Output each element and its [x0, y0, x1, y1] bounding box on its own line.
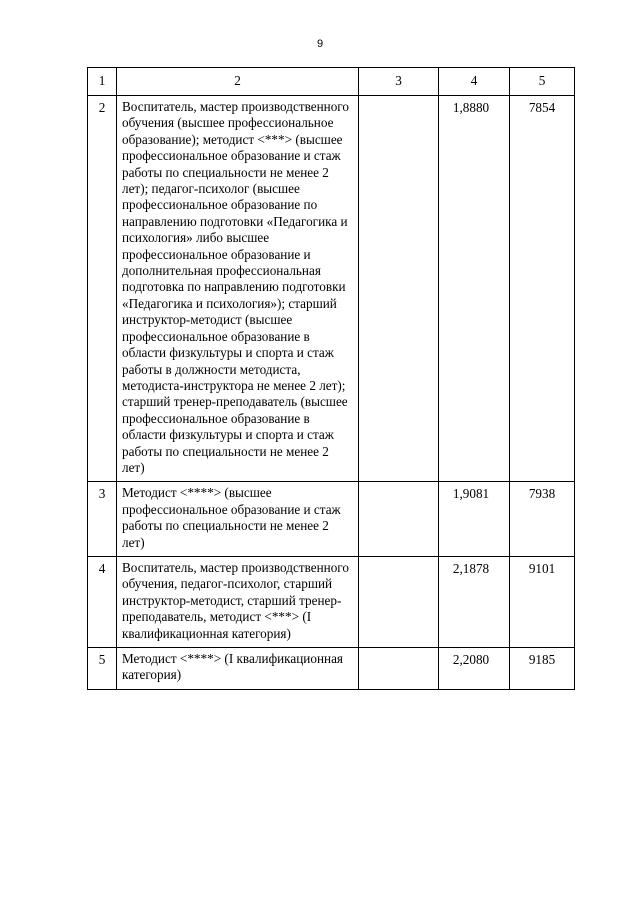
- coefficient-cell: 2,2080: [439, 648, 510, 690]
- table-row: [88, 648, 575, 690]
- coefficient-cell: 1,9081: [439, 482, 510, 557]
- table-row: [88, 556, 575, 647]
- salary-table: [87, 67, 575, 690]
- salary-cell: 9185: [510, 648, 575, 690]
- col3-cell: [359, 648, 439, 690]
- page-number: 9: [316, 38, 324, 50]
- position-description: Воспитатель, мастер производственного обучения, педагог-психолог, старший инструктор-методист, старший тренер-преподаватель, методист <***> (I квалификационная категория): [117, 556, 359, 647]
- row-number: 2: [88, 96, 117, 482]
- position-description: Методист <****> (высшее профессиональное образование и стаж работы по специальности не менее 2 лет): [117, 482, 359, 557]
- row-number: 4: [88, 556, 117, 647]
- header-cell-1: 1: [88, 68, 117, 96]
- row-number: 5: [88, 648, 117, 690]
- row-number: 3: [88, 482, 117, 557]
- coefficient-cell: 2,1878: [439, 556, 510, 647]
- col3-cell: [359, 556, 439, 647]
- table-row: [88, 482, 575, 557]
- header-cell-2: 2: [117, 68, 359, 96]
- salary-cell: 9101: [510, 556, 575, 647]
- header-cell-4: 4: [439, 68, 510, 96]
- col3-cell: [359, 482, 439, 557]
- table-header-row: [88, 68, 575, 96]
- col3-cell: [359, 96, 439, 482]
- salary-cell: 7938: [510, 482, 575, 557]
- header-cell-5: 5: [510, 68, 575, 96]
- header-cell-3: 3: [359, 68, 439, 96]
- position-description: Воспитатель, мастер производственного обучения (высшее профессиональное образование); методист <***> (высшее профессиональное образование и стаж работы по специальности не менее 2 лет); педагог-психолог (высшее профессиональное образование по направлению подготовки «Педагогика и психология» либо высшее профессиональное образование и дополнительная профессиональная подготовка по направлению подготовки «Педагогика и психология»); старший инструктор-методист (высшее профессиональное образование в области физкультуры и спорта и стаж работы в должности методиста, методиста-инструктора не менее 2 лет); старший тренер-преподаватель (высшее профессиональное образование в области физкультуры и спорта и стаж работы по специальности не менее 2 лет): [117, 96, 359, 482]
- salary-cell: 7854: [510, 96, 575, 482]
- coefficient-cell: 1,8880: [439, 96, 510, 482]
- table-row: [88, 96, 575, 482]
- position-description: Методист <****> (I квалификационная категория): [117, 648, 359, 690]
